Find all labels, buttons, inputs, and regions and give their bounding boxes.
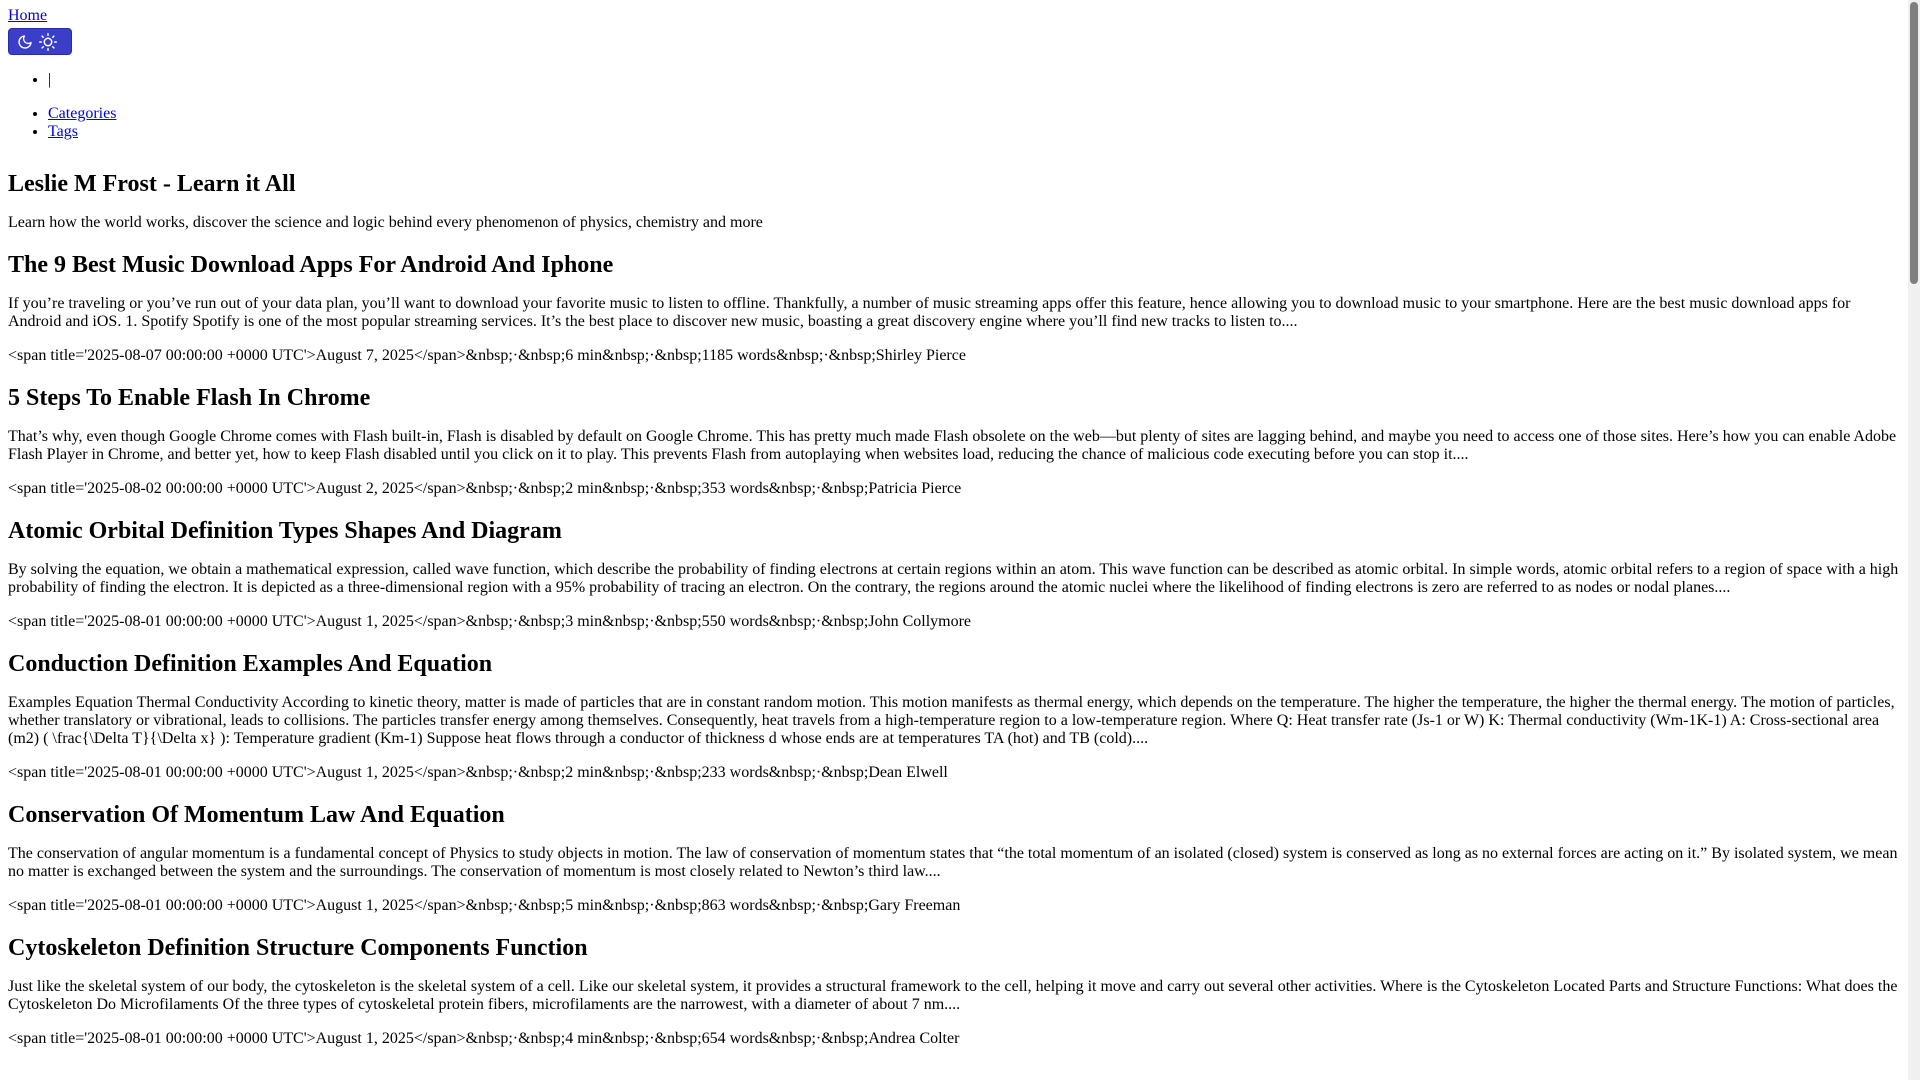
post-meta: <span title='2025-08-02 00:00:00 +0000 UTC'>August 2, 2025</span>&nbsp;·&nbsp;2 min&nbsp;·&nbsp;353 words&nbsp;·&nbsp;Patricia Pierce — [8, 480, 962, 497]
scrollbar-thumb[interactable] — [1910, 2, 1918, 284]
post-entry[interactable] — [8, 802, 1904, 915]
post-excerpt: That’s why, even though Google Chrome comes with Flash built-in, Flash is disabled by default on Google Chrome. This has pretty much made Flash obsolete on the web—but plenty of sites are lagging behind, and maybe you need to access one of those sites. Here’s how you can enable Adobe Flash Player in Chrome, and better yet, how to keep Flash disabled until you click on it to play. This prevents Flash from autoplaying when websites load, reducing the chance of malicious code executing before you can stop it.... — [8, 428, 1897, 463]
post-meta: <span title='2025-08-01 00:00:00 +0000 UTC'>August 1, 2025</span>&nbsp;·&nbsp;3 min&nbsp;·&nbsp;550 words&nbsp;·&nbsp;John Collymore — [8, 613, 972, 630]
post-meta: <span title='2025-08-01 00:00:00 +0000 UTC'>August 1, 2025</span>&nbsp;·&nbsp;5 min&nbsp;·&nbsp;863 words&nbsp;·&nbsp;Gary Freeman — [8, 897, 961, 914]
page-scrollbar[interactable] — [1908, 0, 1920, 1080]
post-title[interactable]: 5 Steps To Enable Flash In Chrome — [8, 385, 371, 411]
main-content — [8, 171, 1904, 1048]
post-entry[interactable] — [8, 518, 1904, 631]
language-switch-item — [48, 71, 1904, 89]
moon-icon — [17, 34, 33, 50]
language-switch-list — [8, 71, 1904, 89]
post-entry[interactable] — [8, 252, 1904, 365]
site-header — [8, 6, 1904, 141]
post-excerpt: The conservation of angular momentum is a fundamental concept of Physics to study objects in motion. The law of conservation of momentum states that “the total momentum of an isolated (closed) system is conserved as long as no external forces are acting on it.” By isolated system, we mean no matter is exchanged between the system and the surroundings. The conservation of momentum is most closely related to Newton’s third law.... — [8, 845, 1898, 880]
nav-item-tags — [48, 123, 1904, 141]
theme-toggle-button[interactable] — [8, 28, 72, 55]
post-entry[interactable] — [8, 935, 1904, 1048]
sun-icon — [39, 33, 57, 51]
main-nav — [8, 105, 1904, 141]
post-title[interactable]: Atomic Orbital Definition Types Shapes And Diagram — [8, 518, 562, 544]
separator: | — [48, 71, 52, 88]
nav-link-tags[interactable]: Tags — [48, 123, 78, 140]
post-excerpt: By solving the equation, we obtain a mathematical expression, called wave function, which describe the probability of finding electrons at certain regions within an atom. This wave function can be described as atomic orbital. In simple words, atomic orbital refers to a region of space with a high probability of finding the electron. It is depicted as a three-dimensional region with a 95% probability of tracing an electron. On the contrary, the regions around the atomic nuclei where the likelihood of finding electrons is zero are referred to as nodes or nodal planes.... — [8, 561, 1899, 596]
post-meta: <span title='2025-08-01 00:00:00 +0000 UTC'>August 1, 2025</span>&nbsp;·&nbsp;4 min&nbsp;·&nbsp;654 words&nbsp;·&nbsp;Andrea Colter — [8, 1030, 960, 1047]
nav-link-categories[interactable]: Categories — [48, 105, 117, 122]
post-entry[interactable] — [8, 651, 1904, 782]
post-entry[interactable] — [8, 385, 1904, 498]
post-excerpt: Examples Equation Thermal Conductivity According to kinetic theory, matter is made of particles that are in constant random motion. This motion manifests as thermal energy, which depends on the temperature. The higher the temperature, the higher the thermal energy. The motion of particles, whether translatory or vibrational, leads to collisions. The particles transfer energy among themselves. Consequently, heat travels from a high-temperature region to a low-temperature region. Where Q: Heat transfer rate (Js-1 or W) K: Thermal conductivity (Wm-1K-1) A: Cross-sectional area (m2) ( \frac{\Delta T}{\Delta x} ): Temperature gradient (Km-1) Suppose heat flows through a conductor of thickness d whose ends are at temperatures TA (hot) and TB (cold).... — [8, 694, 1895, 747]
home-link[interactable]: Home — [8, 7, 48, 24]
site-title: Leslie M Frost - Learn it All — [8, 171, 296, 197]
post-excerpt: If you’re traveling or you’ve run out of your data plan, you’ll want to download your favorite music to listen to offline. Thankfully, a number of music streaming apps offer this feature, hence allowing you to download music to your smartphone. Here are the best music download apps for Android and iOS. 1. Spotify Spotify is one of the most popular streaming services. It’s the best place to discover new music, boasting a great discovery engine where you’ll find new tracks to listen to.... — [8, 295, 1851, 330]
post-title[interactable]: Cytoskeleton Definition Structure Components Function — [8, 935, 588, 961]
post-meta: <span title='2025-08-01 00:00:00 +0000 UTC'>August 1, 2025</span>&nbsp;·&nbsp;2 min&nbsp;·&nbsp;233 words&nbsp;·&nbsp;Dean Elwell — [8, 764, 948, 781]
site-tagline: Learn how the world works, discover the science and logic behind every phenomenon of physics, chemistry and more — [8, 214, 763, 231]
post-meta: <span title='2025-08-07 00:00:00 +0000 UTC'>August 7, 2025</span>&nbsp;·&nbsp;6 min&nbsp;·&nbsp;1185 words&nbsp;·&nbsp;Shirley Pierce — [8, 347, 966, 364]
post-title[interactable]: Conduction Definition Examples And Equation — [8, 651, 493, 677]
nav-item-categories — [48, 105, 1904, 123]
post-title[interactable]: Conservation Of Momentum Law And Equation — [8, 802, 505, 828]
post-title[interactable]: The 9 Best Music Download Apps For Android And Iphone — [8, 252, 614, 278]
post-excerpt: Just like the skeletal system of our body, the cytoskeleton is the skeletal system of a cell. Like our skeletal system, it provides a structural framework to the cell, helping it move and carry out several other activities. Where is the Cytoskeleton Located Parts and Structure Functions: What does the Cytoskeleton Do Microfilaments Of the three types of cytoskeletal protein fibers, microfilaments are the narrowest, with a diameter of about 7 nm.... — [8, 978, 1898, 1013]
